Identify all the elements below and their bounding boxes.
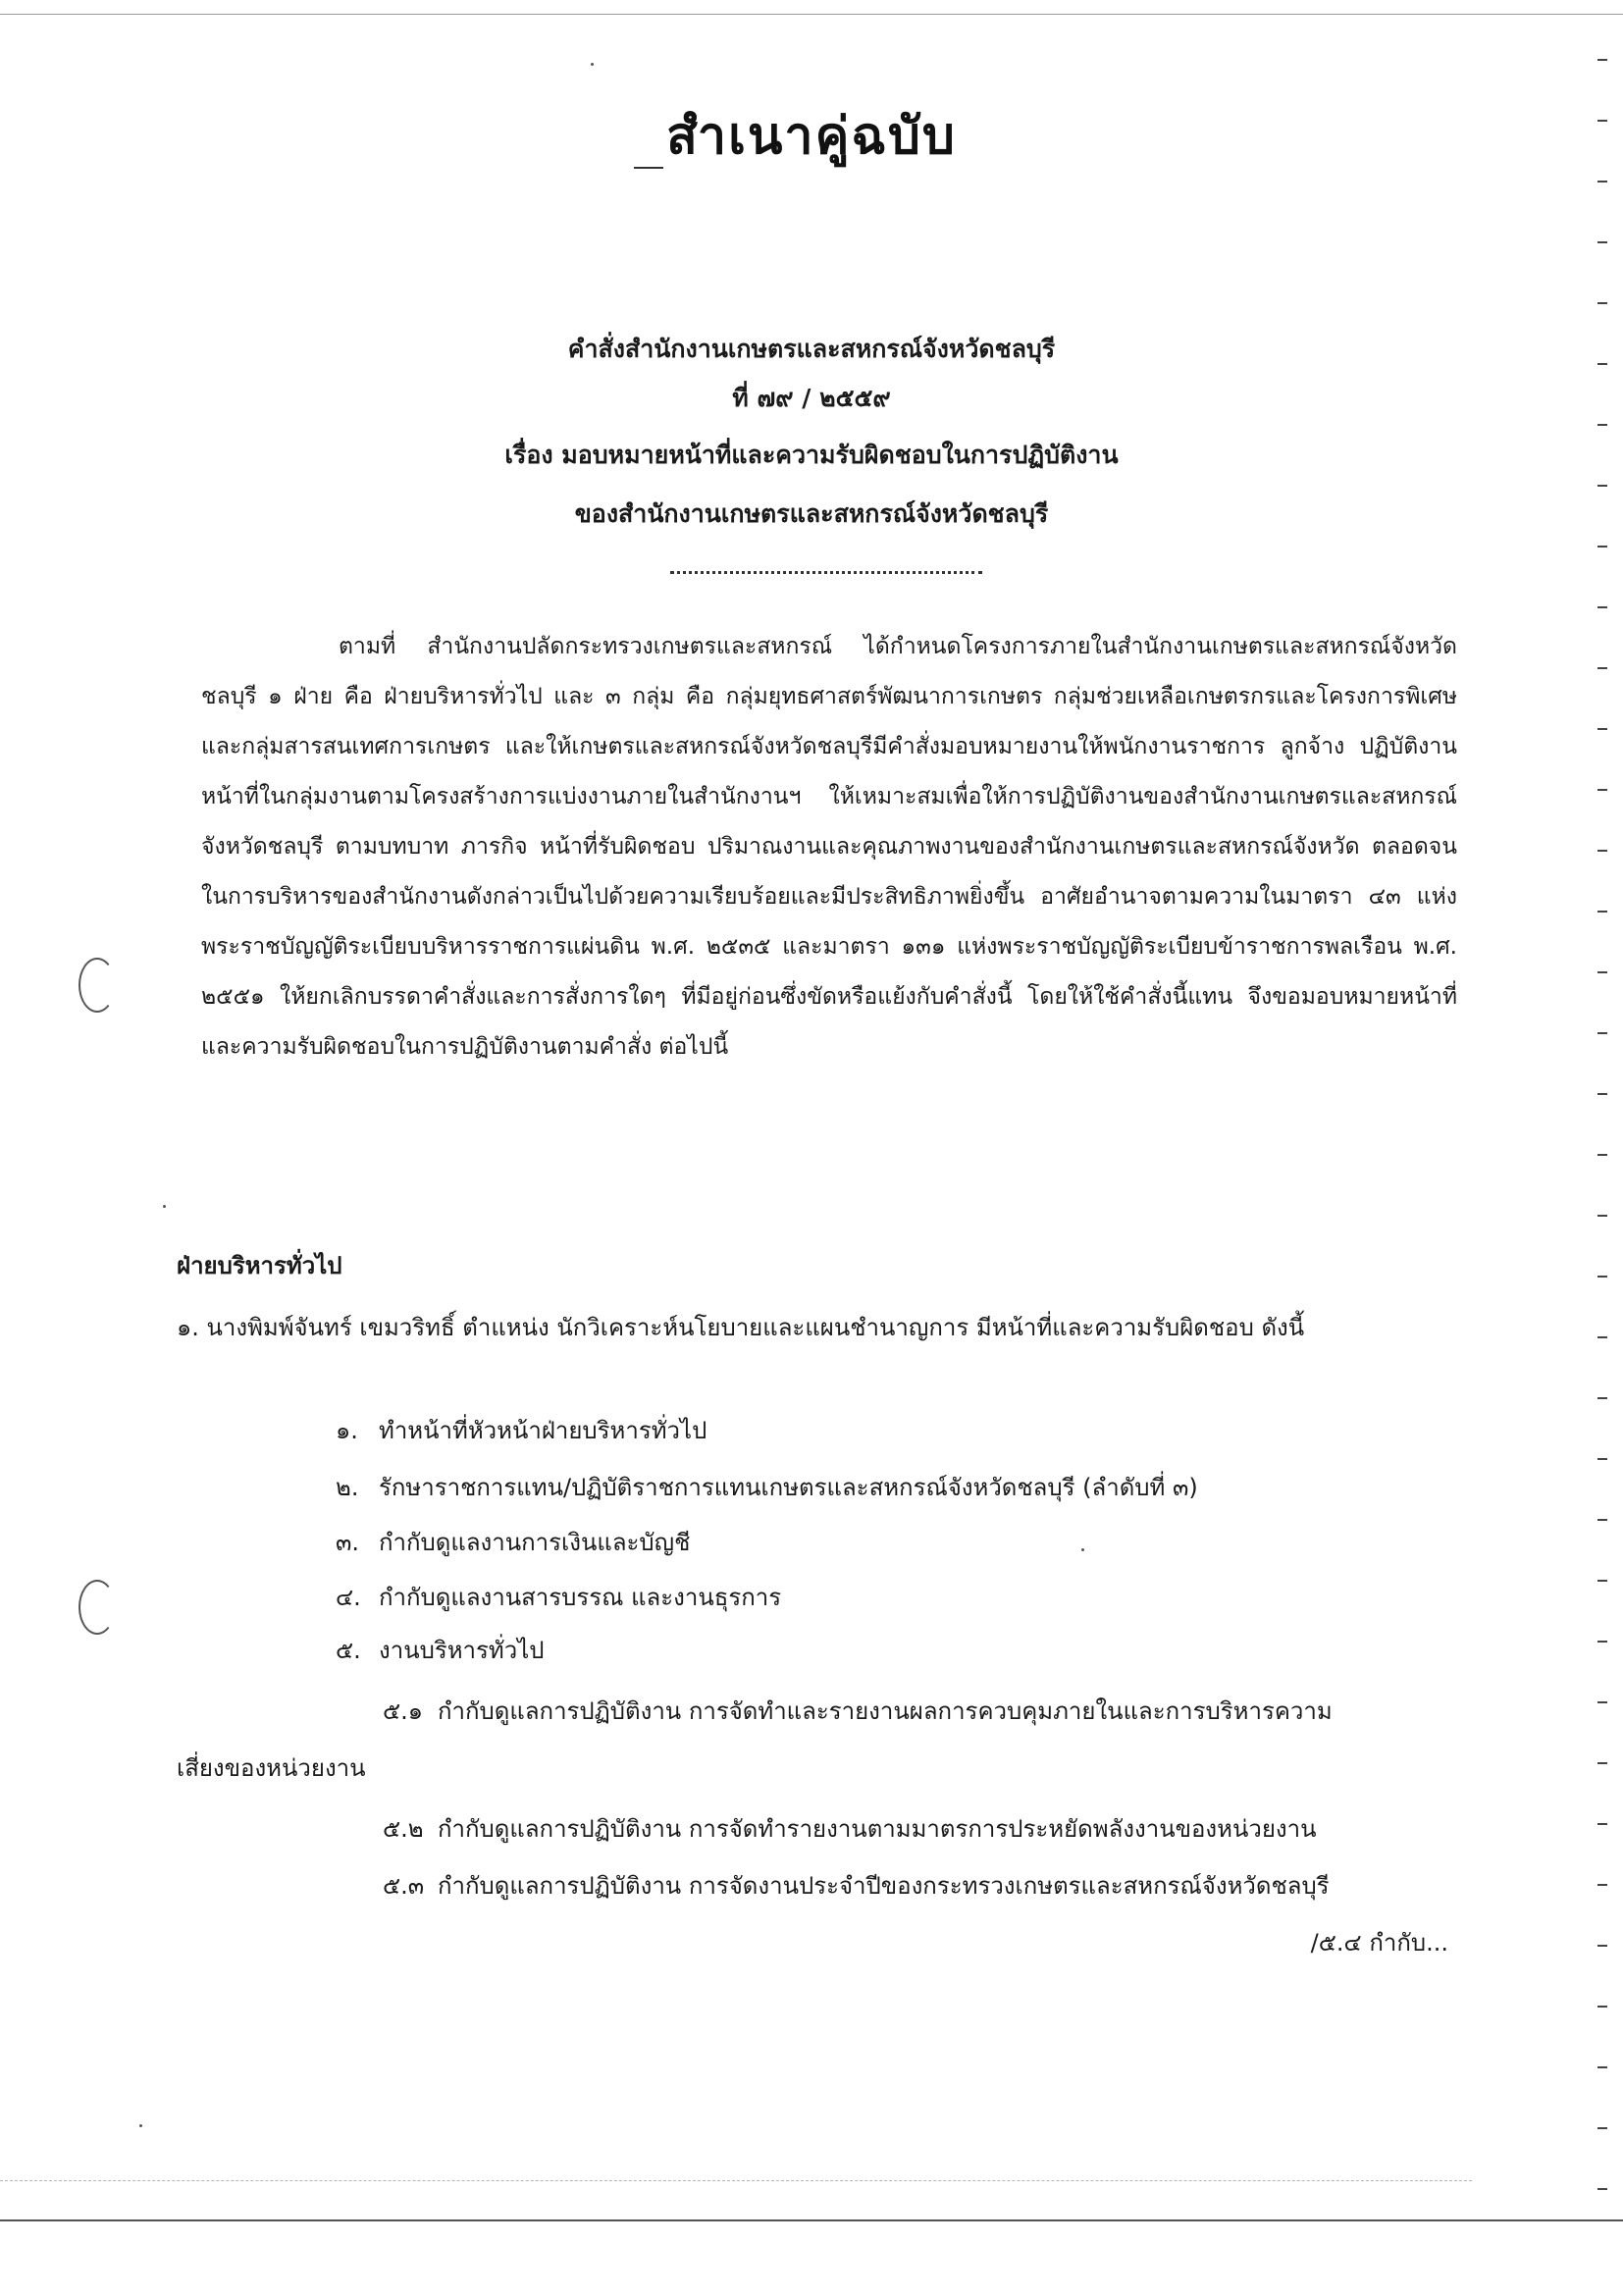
order-subject-cont: ของสำนักงานเกษตรและสหกรณ์จังหวัดชลบุรี (574, 499, 1049, 528)
punch-hole-mark (79, 1580, 116, 1635)
scan-speck (163, 1205, 166, 1208)
order-number: ที่ ๗๙ / ๒๕๕๙ (732, 384, 891, 412)
scan-top-edge (0, 14, 1623, 15)
duty-item: ๔. กำกับดูแลงานสารบรรณ และงานธุรการ (336, 1584, 782, 1611)
scan-bottom-edge (0, 2219, 1623, 2221)
dotted-separator (670, 571, 982, 574)
scan-speck (591, 63, 594, 66)
duty-subitem: ๕.๑ กำกับดูแลการปฏิบัติงาน การจัดทำและรายงานผลการควบคุมภายในและการบริหารความ (383, 1697, 1333, 1725)
duty-subitem: ๕.๓ กำกับดูแลการปฏิบัติงาน การจัดงานประจำปีของกระทรวงเกษตรและสหกรณ์จังหวัดชลบุรี (383, 1872, 1330, 1900)
duty-item: ๕. งานบริหารทั่วไป (336, 1637, 545, 1664)
page-catchword: /๕.๔ กำกับ... (1310, 1929, 1448, 1957)
scan-bottom-dash (0, 2180, 1472, 2181)
copy-stamp: สำเนาคู่ฉบับ (666, 107, 957, 166)
preamble-paragraph (201, 622, 1457, 1072)
duty-subitem: ๕.๒ กำกับดูแลการปฏิบัติงาน การจัดทำรายงานตามมาตรการประหยัดพลังงานของหน่วยงาน (383, 1815, 1317, 1843)
scan-speck (139, 2124, 142, 2127)
duty-item: ๑. ทำหน้าที่หัวหน้าฝ่ายบริหารทั่วไป (336, 1417, 707, 1444)
punch-hole-mark (79, 958, 116, 1013)
duty-subitem-cont: เสี่ยงของหน่วยงาน (177, 1754, 366, 1782)
person-assignment: ๑. นางพิมพ์จันทร์ เขมวริทธิ์ ตำแหน่ง นักวิเคราะห์นโยบายและแผนชำนาญการ มีหน้าที่และความรับผิดชอบ ดังนี้ (177, 1314, 1305, 1341)
preamble-text: ตามที่ สำนักงานปลัดกระทรวงเกษตรและสหกรณ์ ได้กำหนดโครงการภายในสำนักงานเกษตรและสหกรณ์จังหวัดชลบุรี ๑ ฝ่าย คือ ฝ่ายบริหารทั่วไป และ ๓ กลุ่ม คือ กลุ่มยุทธศาสตร์พัฒนาการเกษตร กลุ่มช่วยเหลือเกษตรกรและโครงการพิเศษ และกลุ่มสารสนเทศการเกษตร และให้เกษตรและสหกรณ์จังหวัดชลบุรีมีคำสั่งมอบหมายงานให้พนักงานราชการ ลูกจ้าง ปฏิบัติงานหน้าที่ในกลุ่มงานตามโครงสร้างการแบ่งงานภายในสำนักงานฯ ให้เหมาะสมเพื่อให้การปฏิบัติงานของสำนักงานเกษตรและสหกรณ์จังหวัดชลบุรี ตามบทบาท ภารกิจ หน้าที่รับผิดชอบ ปริมาณงานและคุณภาพงานของสำนักงานเกษตรและสหกรณ์จังหวัด ตลอดจนในการบริหารของสำนักงานดังกล่าวเป็นไปด้วยความเรียบร้อยและมีประสิทธิภาพยิ่งขึ้น อาศัยอำนาจตามความในมาตรา ๔๓ แห่งพระราชบัญญัติระเบียบบริหารราชการแผ่นดิน พ.ศ. ๒๕๓๕ และมาตรา ๑๓๑ แห่งพระราชบัญญัติระเบียบข้าราชการพลเรือน พ.ศ. ๒๕๕๑ ให้ยกเลิกบรรดาคำสั่งและการสั่งการใดๆ ที่มีอยู่ก่อนซึ่งขัดหรือแย้งกับคำสั่งนี้ โดยให้ใช้คำสั่งนี้แทน จึงขอมอบหมายหน้าที่และความรับผิดชอบในการปฏิบัติงานตามคำสั่ง ต่อไปนี้ (201, 634, 1457, 1060)
scan-right-ticks (1597, 59, 1609, 2168)
scan-speck (1081, 1548, 1084, 1551)
duty-item: ๒. รักษาราชการแทน/ปฏิบัติราชการแทนเกษตรและสหกรณ์จังหวัดชลบุรี (ลำดับที่ ๓) (336, 1474, 1198, 1501)
section-title: ฝ่ายบริหารทั่วไป (177, 1252, 342, 1279)
duty-item: ๓. กำกับดูแลงานการเงินและบัญชี (336, 1529, 691, 1556)
order-subject: เรื่อง มอบหมายหน้าที่และความรับผิดชอบในการปฏิบัติงาน (504, 441, 1119, 469)
stamp-underline (634, 167, 663, 169)
order-issuer: คำสั่งสำนักงานเกษตรและสหกรณ์จังหวัดชลบุรี (567, 335, 1056, 363)
